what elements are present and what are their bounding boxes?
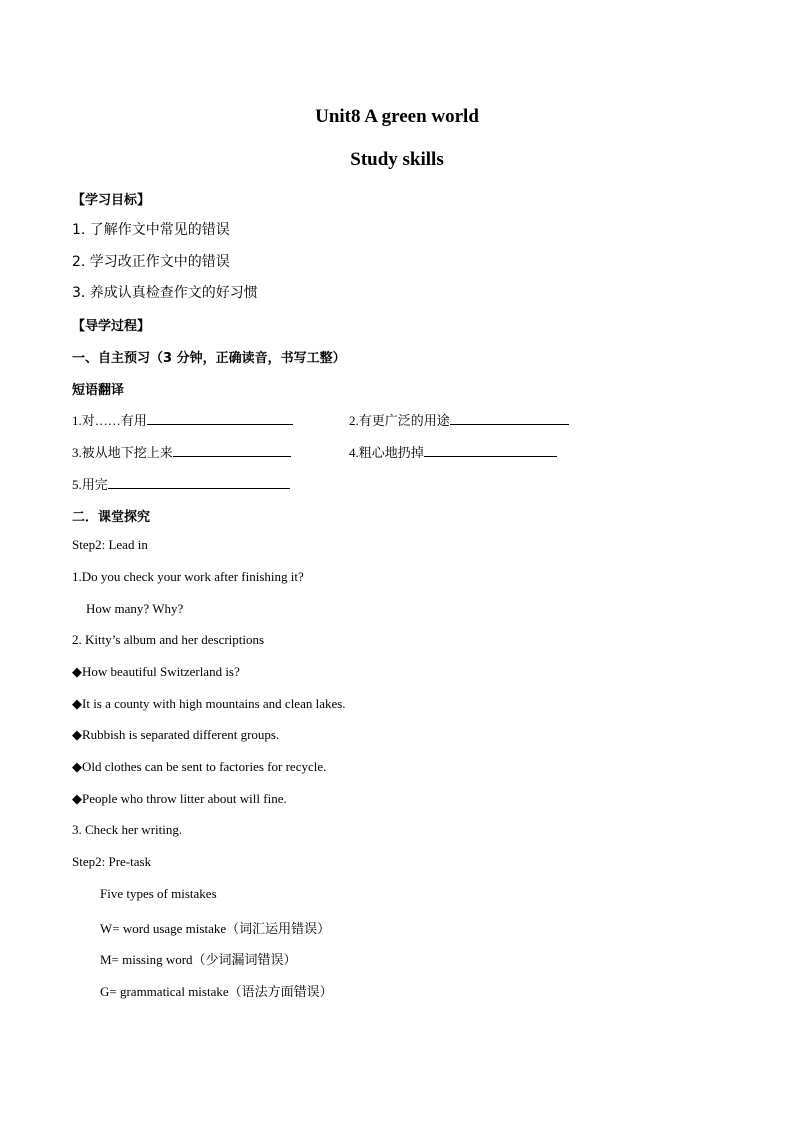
phrase-label: 3.被从地下挖上来: [72, 445, 173, 460]
document-title: Unit8 A green world: [315, 106, 479, 127]
phrase-label: 2.有更广泛的用途: [349, 413, 450, 428]
objective-item: 2. 学习改正作文中的错误: [72, 254, 230, 270]
document-subtitle: Study skills: [350, 149, 444, 170]
mistake-type: W= word usage mistake（词汇运用错误）: [100, 921, 331, 936]
bullet-item: ◆Old clothes can be sent to factories for recycle.: [72, 759, 327, 774]
section2-heading: 二．课堂探究: [72, 510, 151, 525]
phrase-label: 5.用完: [72, 477, 108, 492]
section1-heading: 一、自主预习（3 分钟，正确读音，书写工整）: [72, 351, 346, 366]
mistakes-intro: Five types of mistakes: [100, 886, 217, 901]
bullet-item: ◆How beautiful Switzerland is?: [72, 664, 240, 679]
objectives-heading: 【学习目标】: [72, 193, 151, 208]
phrase-label: 1.对……有用: [72, 413, 147, 428]
answer-blank[interactable]: [173, 443, 291, 457]
phrase-item: [72, 442, 291, 461]
phrase-label: 4.粗心地扔掉: [349, 445, 424, 460]
process-heading: 【导学过程】: [72, 319, 151, 334]
phrase-item: [72, 474, 290, 493]
mistake-type: M= missing word（少词漏词错误）: [100, 952, 297, 967]
phrase-item: [349, 410, 569, 429]
question-3: 3. Check her writing.: [72, 822, 183, 837]
answer-blank[interactable]: [147, 411, 293, 425]
phrase-item: [349, 442, 557, 461]
answer-blank[interactable]: [450, 411, 569, 425]
question-2: 2. Kitty’s album and her descriptions: [72, 632, 265, 647]
phrase-heading: 短语翻译: [72, 383, 125, 398]
objective-item: 1. 了解作文中常见的错误: [72, 222, 230, 238]
question-1-sub: How many? Why?: [86, 601, 184, 616]
objective-item: 3. 养成认真检查作文的好习惯: [72, 285, 258, 301]
answer-blank[interactable]: [424, 443, 557, 457]
question-1: 1.Do you check your work after finishing it?: [72, 569, 304, 584]
bullet-item: ◆It is a county with high mountains and clean lakes.: [72, 696, 346, 711]
answer-blank[interactable]: [108, 475, 290, 489]
step-pretask: Step2: Pre-task: [72, 854, 152, 869]
mistake-type: G= grammatical mistake（语法方面错误）: [100, 984, 333, 999]
step-lead-in: Step2: Lead in: [72, 537, 148, 552]
phrase-item: [72, 410, 293, 429]
bullet-item: ◆People who throw litter about will fine.: [72, 791, 287, 806]
bullet-item: ◆Rubbish is separated different groups.: [72, 727, 280, 742]
